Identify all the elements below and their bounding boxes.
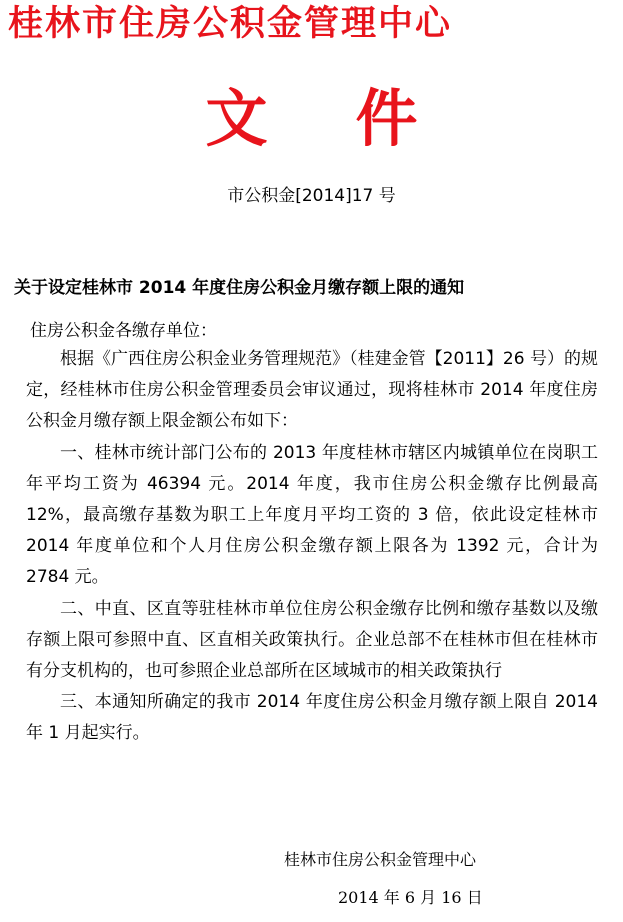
body-paragraph-3: 三、本通知所确定的我市 2014 年度住房公积金月缴存额上限自 2014 年 1 月起实行。 xyxy=(26,692,598,744)
signature-date: 2014 年 6 月 16 日 xyxy=(338,888,483,907)
body-paragraph-2: 二、中直、区直等驻桂林市单位住房公积金缴存比例和缴存基数以及缴存额上限可参照中直、区直相关政策执行。企业总部不在桂林市但在桂林市有分支机构的，也可参照企业总部所在区域城市的相关政策执行 xyxy=(26,598,598,682)
body-paragraph-1: 一、桂林市统计部门公布的 2013 年度桂林市辖区内城镇单位在岗职工年平均工资为 46394 元。2014 年度，我市住房公积金缴存比例最高 12%，最高缴存基数为职工上年度月平均工资的 3 倍，依此设定桂林市 2014 年度单位和个人月住房公积金缴存额上限各为 1392 元，合计为 2784 元。 xyxy=(26,442,598,588)
body-paragraph-intro: 根据《广西住房公积金业务管理规范》（桂建金管【2011】26 号）的规定，经桂林市住房公积金管理委员会审议通过，现将桂林市 2014 年度住房公积金月缴存额上限金额公布如下： xyxy=(26,349,598,432)
document-type-header: 文件 xyxy=(205,82,506,155)
addressee: 住房公积金各缴存单位： xyxy=(30,321,217,341)
document-body xyxy=(26,344,598,750)
signature-organization: 桂林市住房公积金管理中心 xyxy=(284,850,477,869)
document-title: 关于设定桂林市 2014 年度住房公积金月缴存额上限的通知 xyxy=(14,278,465,298)
issuing-organization-header: 桂林市住房公积金管理中心 xyxy=(8,3,453,44)
document-number: 市公积金[2014]17 号 xyxy=(227,186,396,206)
